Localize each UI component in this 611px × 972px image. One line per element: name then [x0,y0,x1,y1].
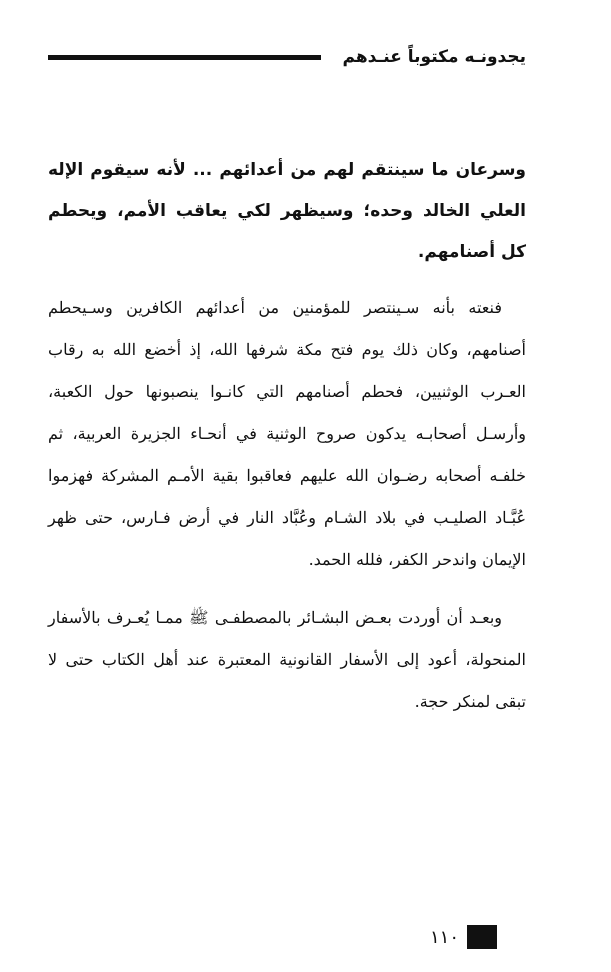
commentary-paragraph: فنعته بأنه سـينتصر للمؤمنين من أعدائهم الكافرين وسـيحطم أصنامهم، وكان ذلك يوم فتح مكة شرفها الله، إذ أخضع الله به رقاب العـرب الوثنيين، فحطم أصنامهم التي كانـوا ينصبونها حول الكعبة، وأرسـل أصحابـه يدكون صروح الوثنية في أنحـاء الجزيرة العربية، ثم خلفـه أصحابه رضـوان الله عليهم فعاقبوا بقية الأمـم المشركة فهزموا عُبَّـاد الصليـب في بلاد الشـام وعُبَّاد النار في أرض فـارس، حتى ظهر الإيمان واندحر الكفر، فلله الحمد. [48,298,526,569]
book-title: يجدونـه مكتوباً عنـدهم [342,47,526,67]
running-header [48,40,526,74]
page-number: ١١٠ [430,926,460,948]
closing-paragraph: وبعـد أن أوردت بعـض البشـائر بالمصطفـى ﷺ ممـا يُعـرف بالأسفار المنحولة، أعود إلى الأسفار القانونية المعتبرة عند أهل الكتاب حتى لا تبقى لمنكر حجة. [48,608,526,711]
body-text [48,150,526,739]
page-footer [430,922,497,952]
page-number-block [467,925,497,949]
quoted-paragraph: وسرعان ما سينتقم لهم من أعدائهم ... لأنه سيقوم الإله العلي الخالد وحده؛ وسيظهر لكي يعاقب الأمم، ويحطم كل أصنامهم. [48,160,526,262]
header-rule [48,55,321,60]
